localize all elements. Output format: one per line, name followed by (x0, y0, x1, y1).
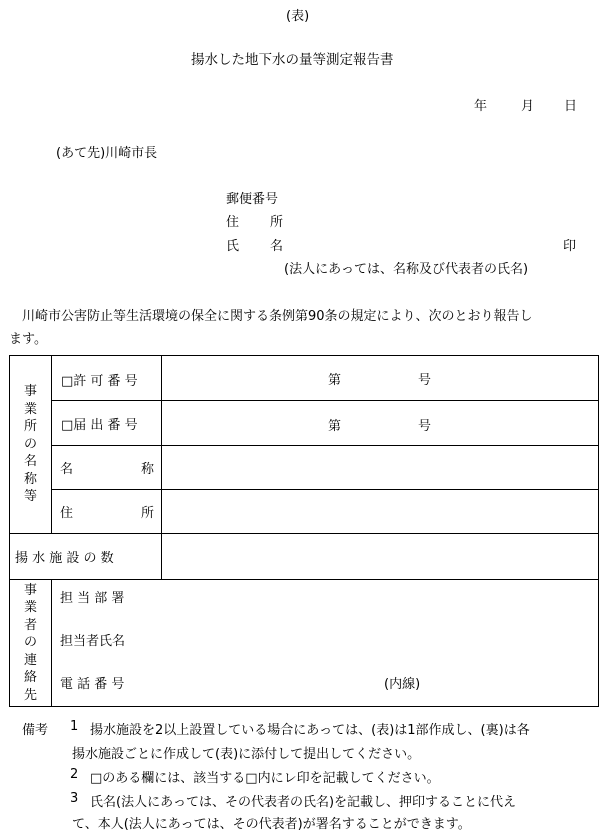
note-1-line-1: 揚水施設を2以上設置している場合にあっては、(表)は1部作成し、(裏)は各 (90, 723, 530, 738)
side-label: (表) (286, 9, 310, 24)
office-info-label: 事 業 所 の 名 称 等 (10, 356, 52, 534)
office-address-field[interactable] (162, 490, 599, 534)
facility-count-label: 揚 水 施 設 の 数 (10, 534, 162, 580)
note-3-number: 3 (70, 791, 79, 806)
note-2-line-1: □のある欄には、該当する□内にレ印を記載してください。 (90, 771, 440, 786)
extension-label: (内線) (384, 677, 421, 692)
phone-number-label: 電 話 番 号 (60, 677, 125, 692)
form-title: 揚水した地下水の量等測定報告書 (191, 52, 394, 68)
permit-number-prefix: 第 (328, 373, 342, 388)
contact-person-label: 担当者氏名 (60, 634, 126, 649)
name-label-1: 氏 (226, 239, 240, 254)
contact-info-field[interactable] (52, 580, 599, 707)
office-name-field[interactable] (162, 446, 599, 490)
permit-number-label: □許 可 番 号 (52, 356, 162, 401)
postal-code-label: 郵便番号 (226, 192, 279, 207)
note-2-number: 2 (70, 767, 79, 782)
report-table (9, 355, 599, 707)
note-1-line-2: 揚水施設ごとに作成して(表)に添付して提出してください。 (72, 747, 421, 762)
notification-number-label: □届 出 番 号 (52, 401, 162, 446)
office-name-label: 名 称 (52, 446, 162, 490)
contact-info-label: 事 業 者 の 連 絡 先 (10, 580, 52, 707)
permit-number-field[interactable] (162, 356, 599, 401)
date-day-label: 日 (564, 99, 578, 114)
office-address-label: 住 所 (52, 490, 162, 534)
corporation-note: (法人にあっては、名称及び代表者の氏名) (284, 262, 529, 277)
notification-number-suffix: 号 (418, 419, 432, 434)
notes-heading: 備考 (22, 723, 49, 738)
addressee: (あて先)川崎市長 (56, 146, 158, 161)
department-label: 担 当 部 署 (60, 591, 125, 606)
seal-mark: 印 (563, 239, 577, 254)
note-3-line-2: て、本人(法人にあっては、その代表者)が署名することができます。 (72, 817, 471, 832)
note-1-number: 1 (70, 719, 79, 734)
intro-line-2: ます。 (9, 332, 47, 347)
permit-number-suffix: 号 (418, 373, 432, 388)
intro-line-1: 川崎市公害防止等生活環境の保全に関する条例第90条の規定により、次のとおり報告し (22, 309, 533, 324)
address-label-2: 所 (270, 215, 284, 230)
name-label-2: 名 (270, 239, 284, 254)
facility-count-field[interactable] (162, 534, 599, 580)
date-month-label: 月 (521, 99, 535, 114)
note-3-line-1: 氏名(法人にあっては、その代表者の氏名)を記載し、押印することに代え (90, 795, 517, 810)
notification-number-prefix: 第 (328, 419, 342, 434)
date-year-label: 年 (474, 99, 488, 114)
address-label-1: 住 (226, 215, 240, 230)
notification-number-field[interactable] (162, 401, 599, 446)
